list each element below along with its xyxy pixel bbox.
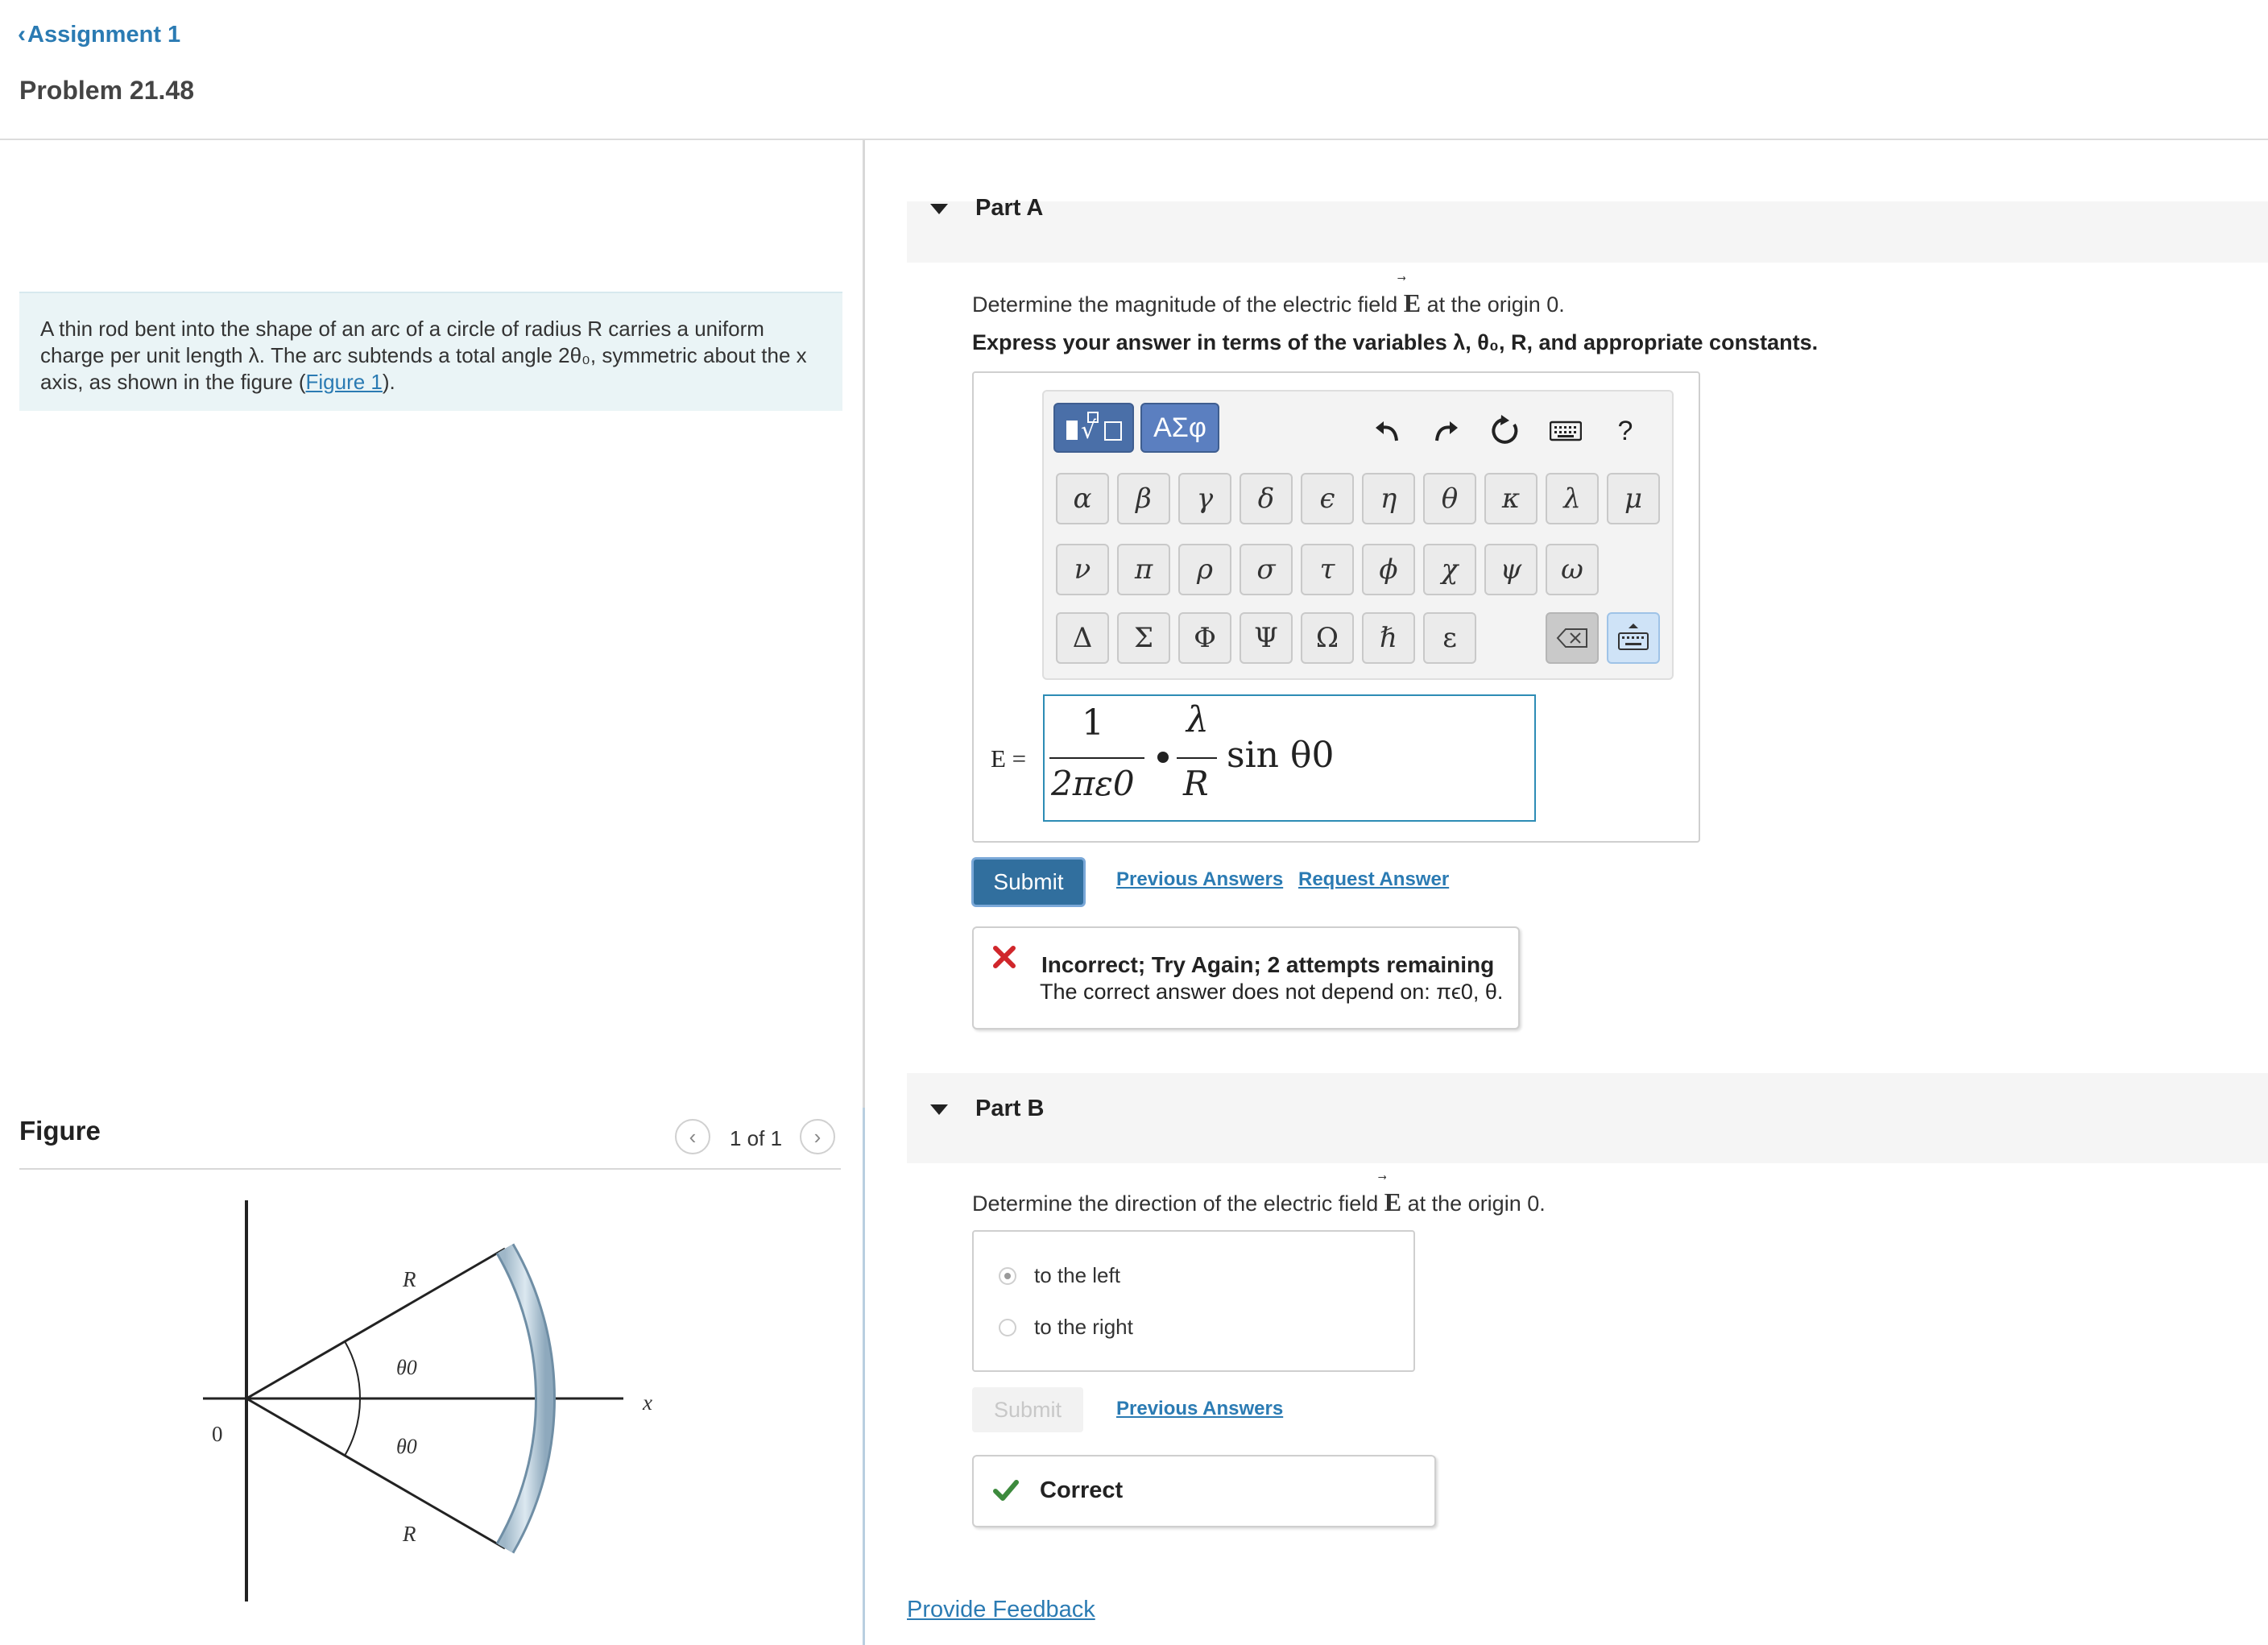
question-text-end: at the origin 0. <box>1407 1191 1546 1216</box>
figure-link[interactable]: Figure 1 <box>305 370 383 394</box>
keyboard-key[interactable] <box>1607 612 1660 664</box>
math-answer-input[interactable] <box>1043 694 1536 822</box>
intro-text: A thin rod bent into the shape of an arc of a circle of radius R carries a uniform charge per unit length λ. The arc subtends a total angle 2θ₀, symmetric about the x axis, as shown in the figure ( <box>40 317 807 394</box>
greek-key[interactable]: δ <box>1240 473 1293 524</box>
part-a-label: Part A <box>975 195 1044 221</box>
choice-label: to the right <box>1034 1315 1133 1339</box>
greek-key[interactable]: ϕ <box>1362 544 1415 595</box>
collapse-caret-icon[interactable] <box>930 204 948 214</box>
part-a-instruction: Express your answer in terms of the variables λ, θ₀, R, and appropriate constants. <box>972 330 1819 354</box>
keyboard-toggle-button[interactable] <box>1543 406 1588 456</box>
greek-key[interactable]: Σ <box>1117 612 1170 664</box>
reset-icon <box>1490 415 1522 447</box>
label-theta-top: θ0 <box>396 1356 417 1379</box>
greek-key[interactable]: Φ <box>1178 612 1231 664</box>
problem-title: Problem 21.48 <box>19 76 194 105</box>
label-r-bottom: R <box>403 1522 416 1546</box>
fraction1-numerator: 1 <box>1082 702 1104 744</box>
greek-key[interactable]: ϵ <box>1301 473 1354 524</box>
part-b-header[interactable] <box>907 1073 2268 1163</box>
provide-feedback-link[interactable]: Provide Feedback <box>907 1597 1095 1622</box>
template-icon <box>1062 409 1126 446</box>
greek-key[interactable]: η <box>1362 473 1415 524</box>
greek-key[interactable]: α <box>1056 473 1109 524</box>
previous-answers-link[interactable]: Previous Answers <box>1116 868 1284 890</box>
backspace-key[interactable] <box>1546 612 1599 664</box>
greek-key[interactable]: σ <box>1240 544 1293 595</box>
figure-next-button[interactable] <box>800 1119 835 1154</box>
radius-line-bottom <box>246 1398 505 1548</box>
part-b-submit-button[interactable]: Submit <box>972 1387 1083 1432</box>
label-x-axis: x <box>643 1390 652 1415</box>
fraction2-bar <box>1177 757 1217 759</box>
greek-key[interactable]: μ <box>1607 473 1660 524</box>
answer-lhs-label: E = <box>991 744 1027 773</box>
incorrect-detail: The correct answer does not depend on: πϵ0, θ. <box>1040 980 1504 1004</box>
chevron-left-icon: ‹ <box>18 21 26 48</box>
part-a-question <box>972 288 1565 318</box>
field-vector-symbol: E <box>1403 288 1422 317</box>
angle-arc-top <box>345 1341 360 1398</box>
greek-key[interactable]: κ <box>1484 473 1538 524</box>
greek-key[interactable]: τ <box>1301 544 1354 595</box>
choices-box <box>972 1230 1415 1372</box>
label-theta-bottom: θ0 <box>396 1435 417 1458</box>
greek-key[interactable]: χ <box>1423 544 1476 595</box>
sine-term: sin θ0 <box>1227 735 1335 776</box>
greek-key[interactable]: ν <box>1056 544 1109 595</box>
label-r-top: R <box>403 1267 416 1291</box>
figure-counter: 1 of 1 <box>730 1126 783 1150</box>
greek-button[interactable]: ΑΣφ <box>1140 403 1219 453</box>
choice-right[interactable] <box>999 1315 1133 1340</box>
keyboard-icon <box>1550 419 1582 443</box>
templates-button[interactable] <box>1053 403 1134 453</box>
greek-key[interactable]: Δ <box>1056 612 1109 664</box>
part-a-submit-button[interactable]: Submit <box>971 857 1086 907</box>
greek-key[interactable]: ℏ <box>1362 612 1415 664</box>
field-vector-symbol: E <box>1384 1187 1402 1216</box>
backspace-icon <box>1556 628 1588 648</box>
greek-key[interactable]: ψ <box>1484 544 1538 595</box>
greek-key[interactable]: Ψ <box>1240 612 1293 664</box>
correct-title: Correct <box>1040 1477 1124 1503</box>
question-text: Determine the direction of the electric field <box>972 1191 1379 1216</box>
chevron-left-icon: ‹ <box>689 1124 697 1149</box>
choice-left[interactable] <box>999 1263 1120 1288</box>
greek-key[interactable]: γ <box>1178 473 1231 524</box>
fraction2-numerator: λ <box>1186 699 1209 740</box>
collapse-caret-icon[interactable] <box>930 1104 948 1115</box>
header-divider <box>0 139 2268 140</box>
greek-key[interactable]: λ <box>1546 473 1599 524</box>
multiply-dot <box>1157 752 1169 763</box>
incorrect-x-icon <box>991 944 1017 974</box>
reset-button[interactable] <box>1484 406 1529 456</box>
greek-key[interactable]: θ <box>1423 473 1476 524</box>
correct-check-icon <box>993 1479 1019 1506</box>
incorrect-feedback <box>972 926 1520 1030</box>
greek-key[interactable]: π <box>1117 544 1170 595</box>
greek-key[interactable]: ω <box>1546 544 1599 595</box>
column-divider-highlight <box>863 1108 865 1645</box>
radius-line-top <box>246 1249 505 1398</box>
chevron-right-icon: › <box>813 1124 822 1149</box>
previous-answers-link[interactable]: Previous Answers <box>1116 1398 1284 1419</box>
figure-prev-button[interactable] <box>675 1119 710 1154</box>
radio-button[interactable] <box>999 1319 1016 1336</box>
incorrect-title: Incorrect; Try Again; 2 attempts remaining <box>1041 952 1495 977</box>
greek-key[interactable]: Ω <box>1301 612 1354 664</box>
question-text: Determine the magnitude of the electric field <box>972 292 1398 317</box>
figure-title: Figure <box>19 1116 101 1146</box>
greek-key[interactable]: ρ <box>1178 544 1231 595</box>
intro-text-end: ). <box>382 370 395 394</box>
help-button[interactable]: ? <box>1617 415 1633 446</box>
undo-icon <box>1371 415 1403 447</box>
fraction1-denominator: 2πε0 <box>1051 764 1135 803</box>
problem-intro <box>19 292 842 411</box>
back-link-label: Assignment 1 <box>27 21 181 48</box>
label-origin: 0 <box>212 1422 223 1446</box>
undo-button[interactable] <box>1364 406 1409 456</box>
correct-feedback <box>972 1455 1436 1527</box>
part-b-question <box>972 1187 1546 1217</box>
back-to-assignment-link[interactable] <box>18 21 180 48</box>
greek-key[interactable]: ε <box>1423 612 1476 664</box>
redo-icon <box>1430 415 1463 447</box>
svg-text:√: √ <box>1081 416 1097 445</box>
angle-arc-bottom <box>345 1398 360 1456</box>
radio-button[interactable] <box>999 1267 1016 1285</box>
keyboard-icon <box>1617 622 1649 654</box>
fraction1-bar <box>1049 757 1144 759</box>
question-text-end: at the origin 0. <box>1426 292 1565 317</box>
choice-label: to the left <box>1034 1263 1120 1287</box>
fraction2-denominator: R <box>1183 764 1209 803</box>
redo-button[interactable] <box>1424 406 1469 456</box>
arc-figure <box>185 1192 685 1611</box>
radio-selected-dot <box>1004 1273 1011 1279</box>
greek-key[interactable]: β <box>1117 473 1170 524</box>
part-b-label: Part B <box>975 1096 1045 1121</box>
figure-divider <box>19 1168 841 1170</box>
request-answer-link[interactable]: Request Answer <box>1298 868 1450 890</box>
part-a-header[interactable] <box>907 201 2268 263</box>
